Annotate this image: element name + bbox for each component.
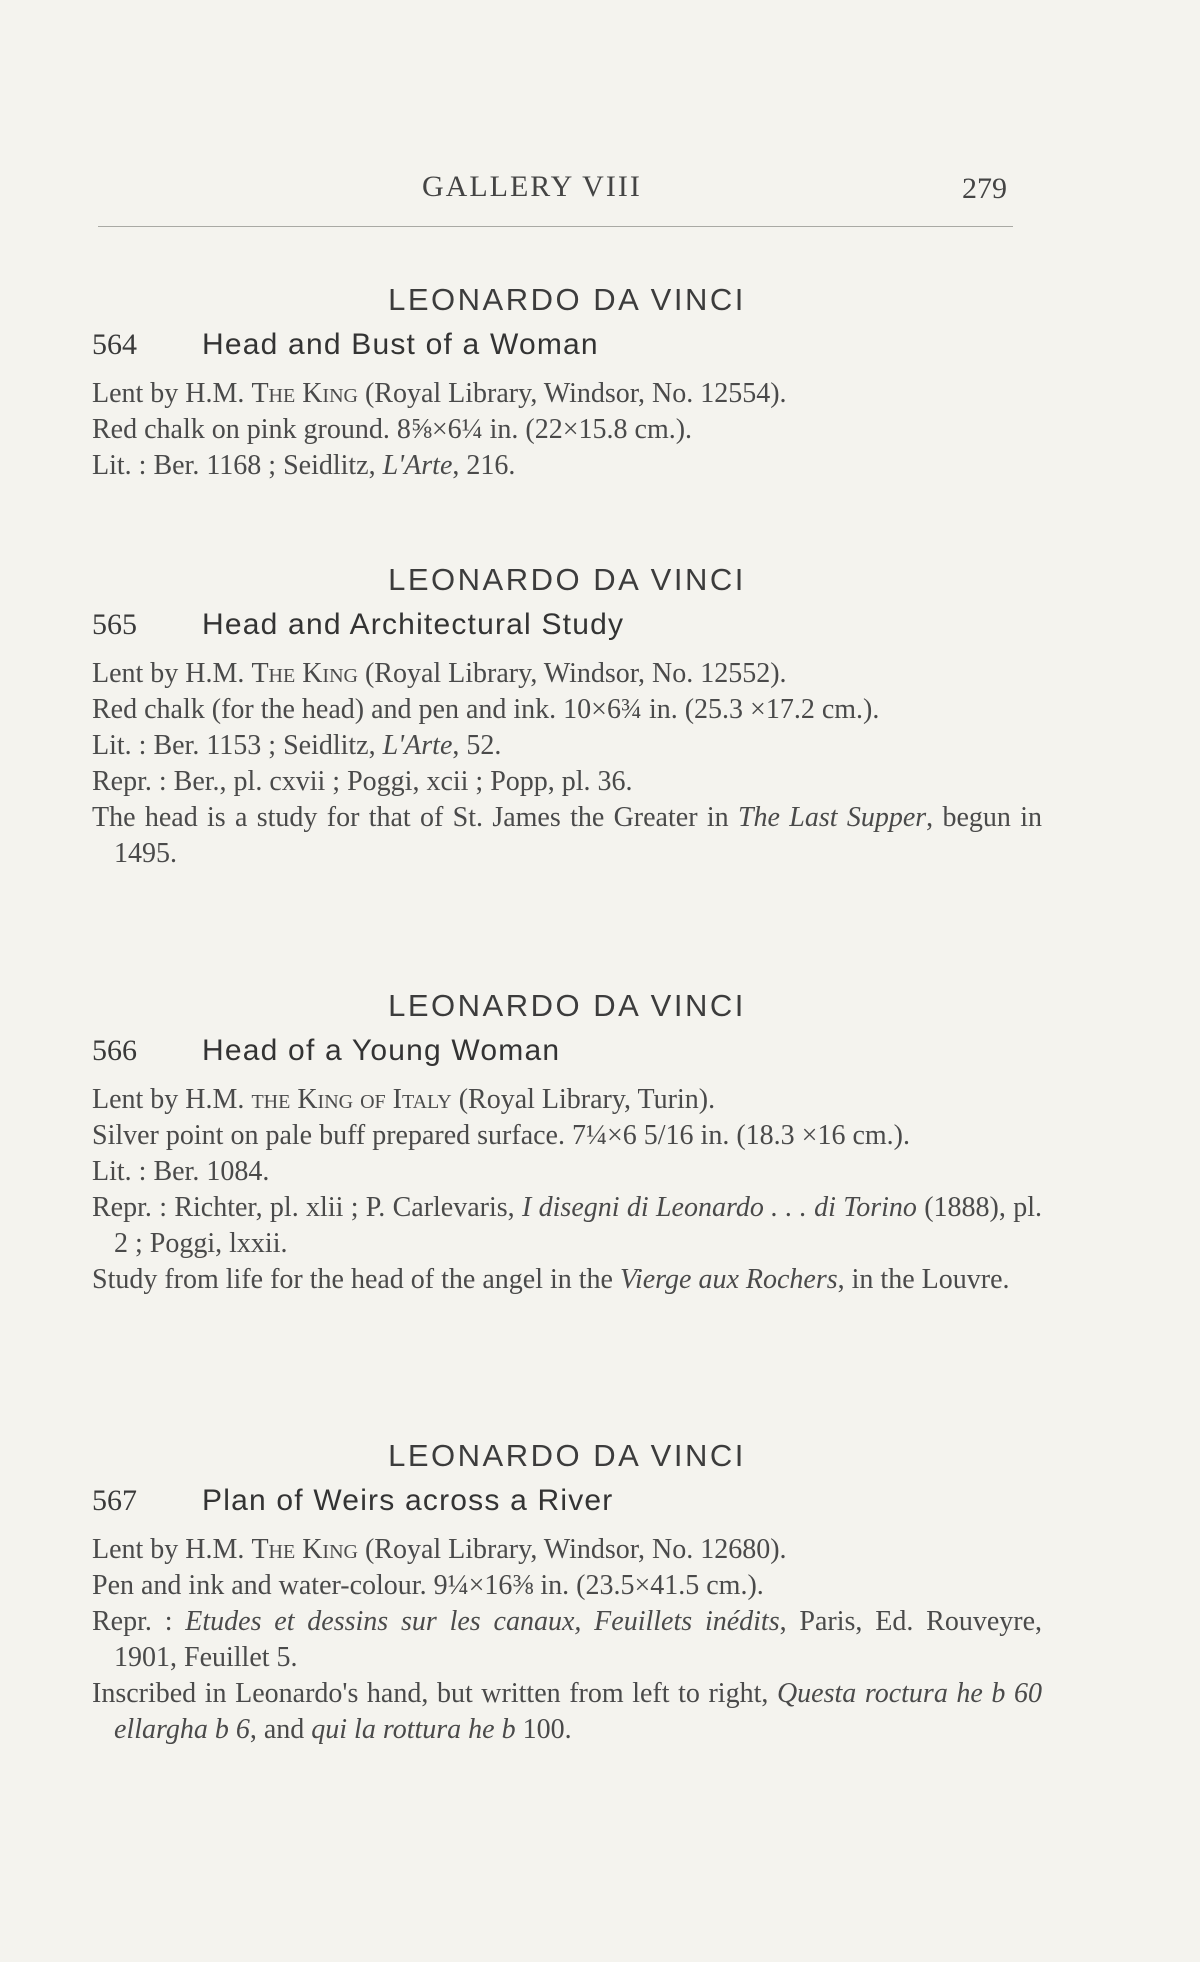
- lender-line: Lent by H.M. The King (Royal Library, Windsor, No. 12552).: [92, 658, 787, 689]
- lender-line: Lent by H.M. The King (Royal Library, Windsor, No. 12680).: [92, 1534, 787, 1565]
- lender-line: Lent by H.M. the King of Italy (Royal Library, Turin).: [92, 1084, 716, 1115]
- reproduction-line: Repr. : Etudes et dessins sur les canaux, Feuillets inédits, Paris, Ed. Rouveyre, 1901, Feuillet 5.: [92, 1606, 1042, 1673]
- note-line: The head is a study for that of St. James the Greater in The Last Supper, begun in 1495.: [92, 802, 1042, 869]
- literature-line: Lit. : Ber. 1168 ; Seidlitz, L'Arte, 216.: [92, 450, 516, 481]
- note-line: Inscribed in Leonardo's hand, but written from left to right, Questa roctura he b 60 ellargha b 6, and qui la rottura he b 100.: [92, 1678, 1043, 1745]
- entry-number: 567: [92, 1484, 137, 1517]
- artist-heading: LEONARDO DA VINCI: [388, 988, 746, 1023]
- lender-line: Lent by H.M. The King (Royal Library, Windsor, No. 12554).: [92, 378, 787, 409]
- entry-title: Plan of Weirs across a River: [202, 1484, 614, 1517]
- running-head: [0, 170, 1200, 210]
- literature-line: Lit. : Ber. 1084.: [92, 1156, 270, 1187]
- entry-title-row: [92, 328, 1042, 362]
- literature-line: Lit. : Ber. 1153 ; Seidlitz, L'Arte, 52.: [92, 730, 502, 761]
- entry-title: Head and Architectural Study: [202, 608, 625, 641]
- artist-heading: LEONARDO DA VINCI: [388, 1438, 746, 1473]
- entry-title-row: [92, 608, 1042, 642]
- gallery-title: GALLERY VIII: [422, 170, 642, 203]
- catalogue-entry-567: [92, 1438, 1042, 1748]
- catalogue-entry-565: [92, 562, 1042, 872]
- medium-line: Red chalk (for the head) and pen and ink. 10×6¾ in. (25.3 ×17.2 cm.).: [92, 694, 880, 725]
- entry-number: 565: [92, 608, 137, 641]
- medium-line: Pen and ink and water-colour. 9¼×16⅜ in. (23.5×41.5 cm.).: [92, 1570, 764, 1601]
- entry-number: 566: [92, 1034, 137, 1067]
- entry-title-row: [92, 1484, 1042, 1518]
- catalogue-entry-566: [92, 988, 1042, 1298]
- note-line: Study from life for the head of the angel in the Vierge aux Rochers, in the Louvre.: [92, 1264, 1010, 1295]
- entry-number: 564: [92, 328, 137, 361]
- artist-heading: LEONARDO DA VINCI: [388, 562, 746, 597]
- reproduction-line: Repr. : Richter, pl. xlii ; P. Carlevaris, I disegni di Leonardo . . . di Torino (1888), pl. 2 ; Poggi, lxxii.: [92, 1192, 1042, 1259]
- reproduction-line: Repr. : Ber., pl. cxvii ; Poggi, xcii ; Popp, pl. 36.: [92, 766, 633, 797]
- entry-title-row: [92, 1034, 1042, 1068]
- catalogue-entry-564: [92, 282, 1042, 484]
- artist-heading: LEONARDO DA VINCI: [388, 282, 746, 317]
- header-rule: [98, 226, 1013, 227]
- medium-line: Red chalk on pink ground. 8⅝×6¼ in. (22×15.8 cm.).: [92, 414, 693, 445]
- entry-title: Head of a Young Woman: [202, 1034, 561, 1067]
- entry-title: Head and Bust of a Woman: [202, 328, 599, 361]
- page-number: 279: [962, 172, 1007, 205]
- medium-line: Silver point on pale buff prepared surface. 7¼×6 5/16 in. (18.3 ×16 cm.).: [92, 1120, 910, 1151]
